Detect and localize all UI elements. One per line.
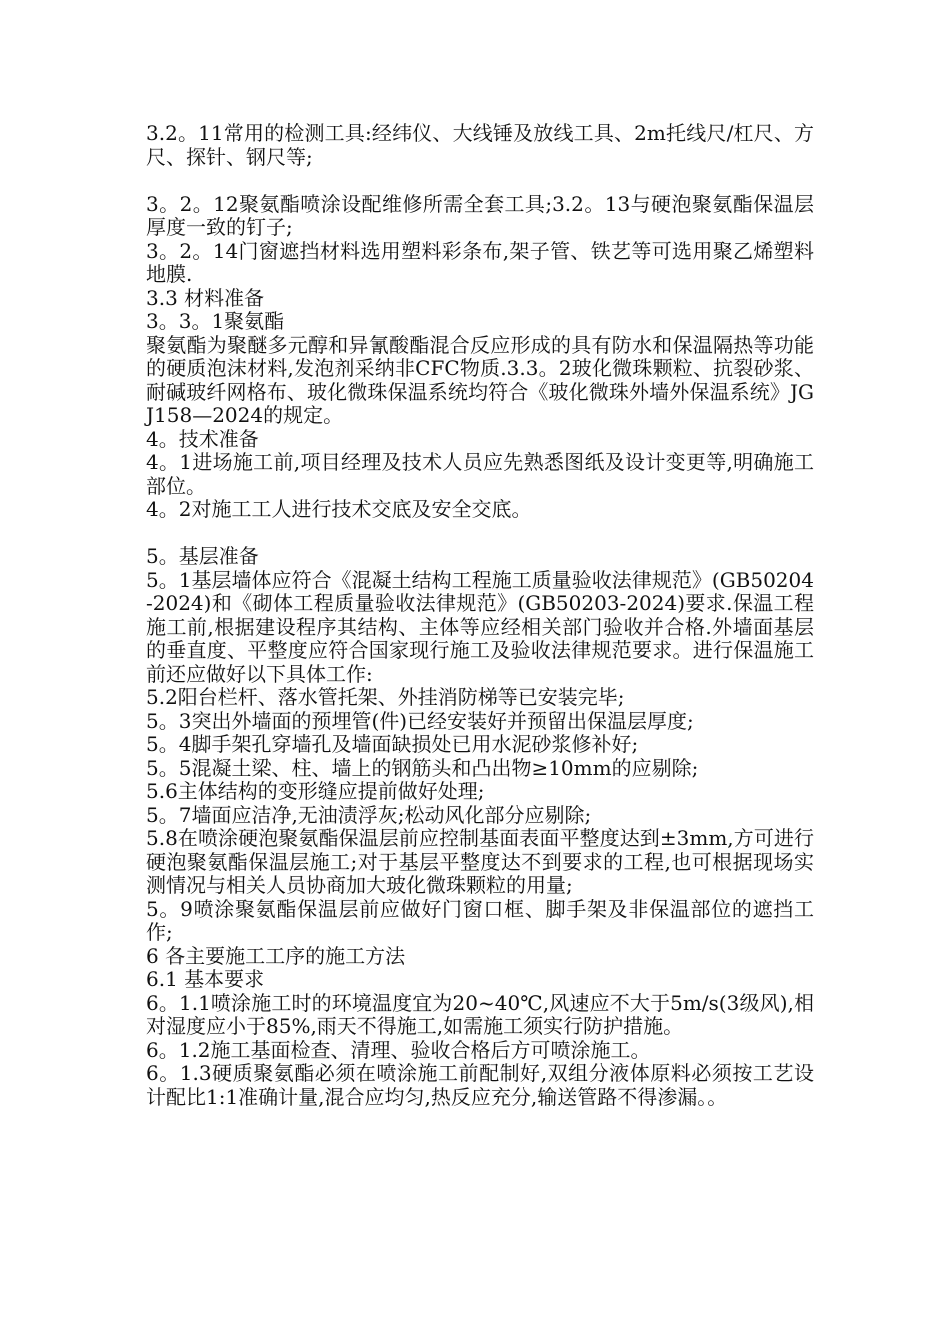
paragraph-6-1-2: 6。1.2施工基面检查、清理、验收合格后方可喷涂施工。 bbox=[146, 1037, 651, 1062]
heading-5: 5。基层准备 bbox=[146, 544, 259, 568]
blank-line bbox=[146, 522, 814, 546]
heading-3-3: 3.3 材料准备 bbox=[146, 285, 265, 310]
document-body bbox=[146, 122, 814, 1109]
paragraph-5-5: 5。5混凝土梁、柱、墙上的钢筋头和凸出物≥10mm的应剔除; bbox=[146, 755, 699, 780]
heading-4: 4。技术准备 bbox=[146, 426, 259, 451]
blank-line bbox=[146, 169, 814, 193]
paragraph-5-6: 5.6主体结构的变形缝应提前做好处理; bbox=[146, 779, 485, 803]
paragraph-5-4: 5。4脚手架孔穿墙孔及墙面缺损处已用水泥砂浆修补好; bbox=[146, 732, 639, 756]
paragraph-6-1-3: 6。1.3硬质聚氨酯必须在喷涂施工前配制好,双组分液体原料必须按工艺设计配比1:1准确计量,混合应均匀,热反应充分,输送管路不得渗漏。。 bbox=[146, 1061, 814, 1109]
heading-6-1: 6.1 基本要求 bbox=[146, 967, 265, 991]
paragraph-5-2: 5.2阳台栏杆、落水管托架、外挂消防梯等已安装完毕; bbox=[146, 685, 625, 709]
paragraph-5-7: 5。7墙面应洁净,无油渍浮灰;松动风化部分应剔除; bbox=[146, 802, 592, 827]
paragraph-4-2: 4。2对施工工人进行技术交底及安全交底。 bbox=[146, 497, 532, 521]
paragraph-polyurethane: 聚氨酯为聚醚多元醇和异氰酸酯混合反应形成的具有防水和保温隔热等功能的硬质泡沫材料,发泡剂采纳非CFC物质.3.3。2玻化微珠颗粒、抗裂砂浆、耐碱玻纤网格布、玻化微珠保温系统均符合《玻化微珠外墙外保温系统》JGJ158—2024的规定。 bbox=[146, 332, 814, 427]
paragraph-6-1-1: 6。1.1喷涂施工时的环境温度宜为20~40℃,风速应不大于5m/s(3级风),相对湿度应小于85%,雨天不得施工,如需施工须实行防护措施。 bbox=[146, 990, 814, 1038]
paragraph-3-2-14-materials: 3。2。14门窗遮挡材料选用塑料彩条布,架子管、铁艺等可选用聚乙烯塑料地膜. bbox=[146, 238, 814, 286]
paragraph-5-3: 5。3突出外墙面的预埋管(件)已经安装好并预留出保温层厚度; bbox=[146, 708, 694, 733]
paragraph-4-1: 4。1进场施工前,项目经理及技术人员应先熟悉图纸及设计变更等,明确施工部位。 bbox=[146, 450, 814, 498]
paragraph-5-9: 5。9喷涂聚氨酯保温层前应做好门窗口框、脚手架及非保温部位的遮挡工作; bbox=[146, 896, 814, 944]
paragraph-5-8: 5.8在喷涂硬泡聚氨酯保温层前应控制基面表面平整度达到±3mm,方可进行硬泡聚氨酯保温层施工;对于基层平整度达不到要求的工程,也可根据现场实测情况与相关人员协商加大玻化微珠颗粒的用量; bbox=[146, 826, 814, 897]
paragraph-5-1: 5。1基层墙体应符合《混凝土结构工程施工质量验收法律规范》(GB50204-2024)和《砌体工程质量验收法律规范》(GB50203-2024)要求.保温工程施工前,根据建设程序其结构、主体等应经相关部门验收并合格.外墙面基层的垂直度、平整度应符合国家现行施工及验收法律规范要求。进行保温施工前还应做好以下具体工作: bbox=[146, 567, 814, 686]
paragraph-3-2-12-tools: 3。2。12聚氨酯喷涂设配维修所需全套工具;3.2。13与硬泡聚氨酯保温层厚度一致的钉子; bbox=[146, 191, 814, 239]
heading-3-3-1: 3。3。1聚氨酯 bbox=[146, 309, 285, 333]
paragraph-3-2-11-tools: 3.2。11常用的检测工具:经纬仪、大线锤及放线工具、2m托线尺/杠尺、方尺、探针、钢尺等; bbox=[146, 121, 814, 169]
heading-6: 6 各主要施工工序的施工方法 bbox=[146, 943, 406, 968]
